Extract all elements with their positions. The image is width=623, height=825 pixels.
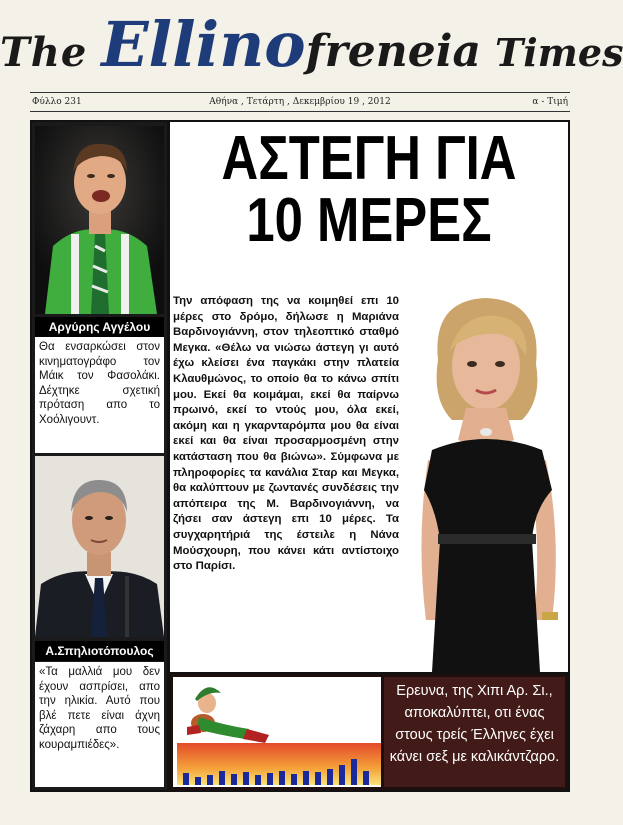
headline-line1: ΑΣΤΕΓΗ ΓΙΑ	[221, 124, 517, 193]
headline-line2: 10 ΜΕΡΕΣ	[246, 186, 492, 255]
page-frame	[30, 120, 570, 792]
left-sidebar	[32, 122, 167, 790]
issue-number: Φύλλο 231	[32, 97, 82, 107]
title-the: The	[0, 29, 88, 76]
bottom-news-text: Ερευνα, της Χιπι Αρ. Σι., αποκαλύπτει, οτι ένας στους τρείς Έλληνες έχει κάνει σεξ με καλικάντζαρο.	[384, 677, 565, 787]
woman-photo	[402, 290, 568, 672]
person2-caption: «Τα μαλλιά μου δεν έχουν ασπρίσει, απο την ηλικία. Αυτό που βλέ πετε είναι άχνη ζάχαρη απο τους κουραμπιέδες».	[35, 662, 164, 787]
person2-photo	[35, 456, 164, 637]
masthead-rule-top	[30, 92, 570, 93]
article-body: Την απόφαση της να κοιμηθεί επι 10 μέρες στο δρόμο, δήλωσε η Μαριάνα Βαρδινογιάννη, στον τηλεοπτικό σταθμό Μεγκα. «Θέλω να νιώσω άστεγη γι αυτό έχω κλείσει ένα παγκάκι στην πλατεία Κλαυθμώνος, το οποίο θα το κάνω σπίτι μου. Εκεί θα κοιμάμαι, εκεί θα παίρνω πρωινό, εκεί το ντούς μου, όλα εκεί, ακόμη και η γκαρνταρόμπα μου θα είναι εκεί και θα είναι προσαρμοσμένη στην κατάσταση που θα βιώνω». Σύμφωνα με πληροφορίες τα κανάλια Σταρ και Μεγκα, θα καλύπτουν με ζωντανές συνδέσεις την απόπειρα της Μ. Βαρδινογιάννη, να ζήσει σαν άστεγη επι 10 μέρες. Τα συγχαρητήριά της έστειλε η Νάνα Μούσχουρη, που κάνει κάτι αντίστοιχο στο Παρίσι.	[173, 295, 399, 573]
newspaper-title	[0, 8, 623, 81]
person1-photo	[35, 126, 164, 314]
dateline-bar	[30, 95, 570, 111]
headline	[206, 124, 532, 255]
bottom-section	[170, 674, 568, 790]
person1-caption: Θα ενσαρκώσει στον κινηματογράφο τον Μάικ τον Φασολάκι. Δέχτηκε σχετική πρόταση απο το Χοόλιγουντ.	[35, 337, 164, 453]
person1-name: Αργύρης Αγγέλου	[35, 317, 164, 337]
masthead-rule-bottom	[30, 111, 570, 112]
elf-chart-image	[173, 677, 381, 787]
person2-name: Α.Σπηλιοτόπουλος	[35, 641, 164, 661]
masthead	[0, 0, 623, 90]
price: α - Τιμή	[532, 97, 568, 107]
main-article	[170, 122, 568, 672]
title-ellino: Ellino	[101, 8, 306, 81]
title-freneia: freneia	[305, 26, 481, 77]
title-times: Times	[494, 30, 623, 75]
dateline: Αθήνα , Τετάρτη , Δεκεμβρίου 19 , 2012	[209, 97, 391, 107]
